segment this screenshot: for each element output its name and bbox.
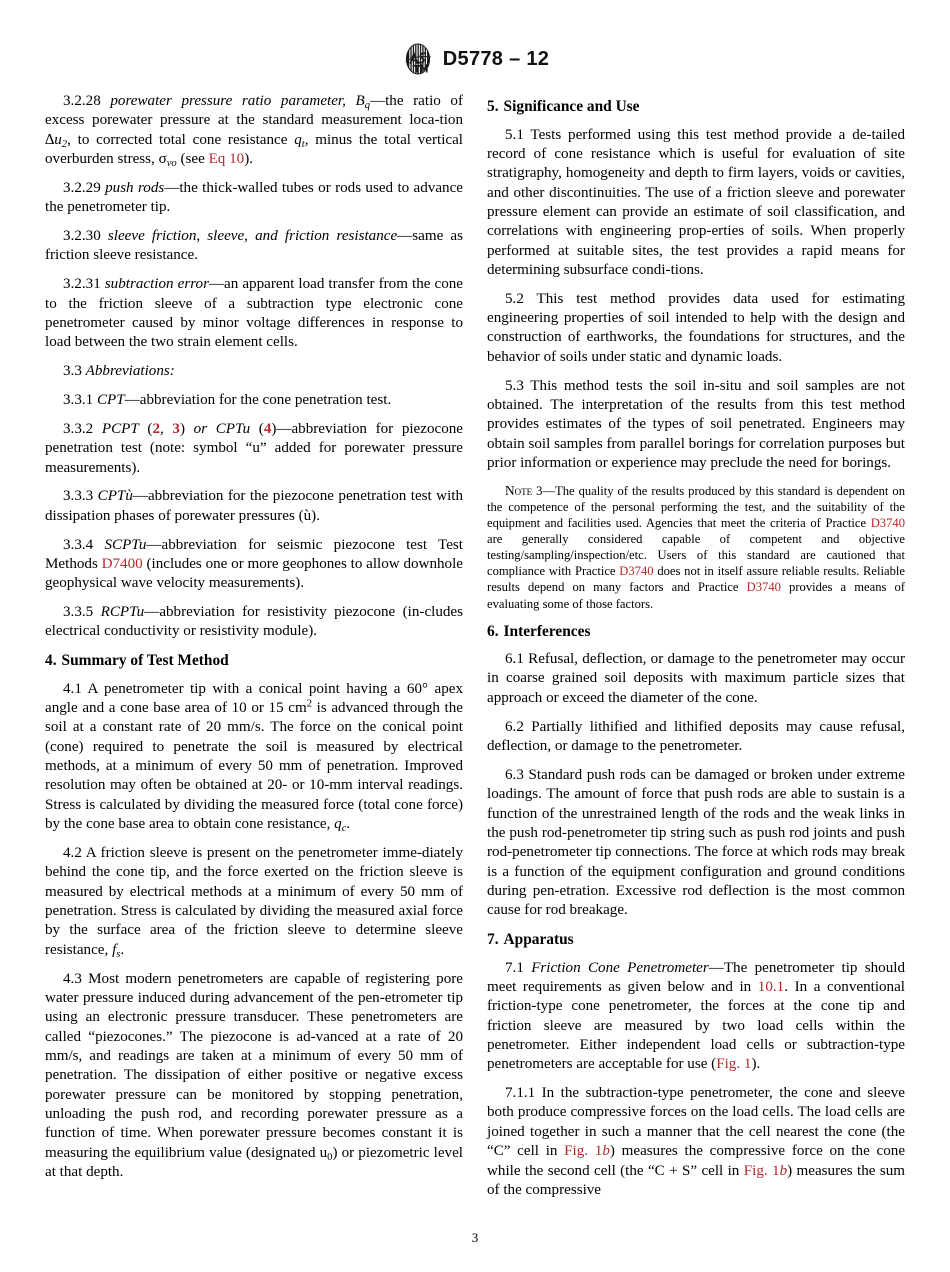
- paragraph-3-2-30: [45, 227, 463, 266]
- paragraph-number: 3.2.28: [63, 93, 101, 109]
- paragraph-text: (includes one or more geophones to allow downhole geophysical wave velocity measurements).: [45, 555, 463, 592]
- defined-term: CPTu: [215, 420, 251, 437]
- defined-term: sleeve friction, sleeve, and friction resistance: [107, 228, 398, 245]
- paragraph-number: 3.3.2: [63, 420, 94, 437]
- cross-reference-3[interactable]: 3: [172, 420, 180, 437]
- note-number: 3: [532, 483, 543, 498]
- paragraph-4-1: [45, 680, 463, 835]
- paragraph-6-2: [487, 718, 905, 757]
- cross-reference-d3740-1[interactable]: D3740: [870, 516, 905, 531]
- section-number: 4.: [45, 652, 57, 670]
- cross-reference-d3740-2[interactable]: D3740: [619, 564, 654, 579]
- paragraph-4-2: [45, 844, 463, 960]
- section-heading-7: [487, 930, 905, 949]
- symbol-sigma: σ: [158, 151, 167, 168]
- paragraph-text: ) or piezometric level at that depth.: [45, 1144, 463, 1180]
- symbol-subscript: c: [341, 823, 347, 835]
- cross-reference-eq-10[interactable]: Eq 10: [208, 151, 245, 168]
- paragraph-number: 7.1.1: [505, 1085, 536, 1102]
- section-title: Interferences: [503, 622, 591, 640]
- section-title: Apparatus: [503, 931, 574, 949]
- paragraph-text: . In a conventional friction-type cone penetrometer, the forces at the cone tip and friction sleeve are measured by two load cells within the penetrometer. Either independent load cells or subtraction-type penetrometers are acceptable for use (: [487, 978, 905, 1073]
- paragraph-3-3-3: [45, 487, 463, 526]
- paragraph-number: 4.2: [63, 845, 82, 861]
- paragraph-text: —The penetrometer tip should meet requirements as given below and in: [487, 959, 905, 995]
- document-standard-id: D5778 – 12: [442, 47, 550, 70]
- symbol-qt: q: [294, 131, 302, 148]
- page-footer: [0, 1230, 950, 1246]
- paragraph-text: ).: [244, 151, 254, 168]
- paragraph-text: Tests performed using this test method provide a de-tailed record of cone resistance which is useful for evaluation of site stratigraphy, homogeneity and depth to firm layers, voids or cavities, and other discontinuities. The use of a friction sleeve and porewater pressure element can provide an estimate of soil classification, and correlations with engineering prop-erties of soils. When properly performed at suitable sites, the test provides a rapid means for determining subsurface condi-tions.: [487, 126, 905, 278]
- paragraph-number: 6.2: [505, 718, 524, 735]
- paragraph-4-3: [45, 970, 463, 1183]
- paragraph-3-2-28: [45, 92, 463, 169]
- astm-logo: [401, 42, 435, 76]
- note-text: —The quality of the results produced by this standard is dependent on the competence of the personal performing the test, and the suitability of the equipment and facilities used. Agencies that meet the criteria of Practice: [487, 483, 905, 531]
- cross-reference-4[interactable]: 4: [263, 420, 272, 437]
- right-column: [487, 92, 905, 1210]
- paragraph-text: ) measures the sum of the compressive: [487, 1162, 906, 1198]
- paragraph-text: (: [138, 420, 153, 437]
- paragraph-text: Partially lithified and lithified deposits may cause refusal, deflection, or damage to the penetrometer.: [487, 718, 905, 754]
- cross-reference-fig-1b-second[interactable]: [744, 1163, 787, 1179]
- paragraph-number: 4.1: [63, 680, 82, 697]
- paragraph-5-1: [487, 126, 905, 281]
- symbol-delta-u: ∆u: [45, 131, 62, 148]
- paragraph-text: Refusal, deflection, or damage to the penetrometer may occur in coarse grained soil deposits with maximum particle sizes that approach or exceed the diameter of the cone.: [487, 651, 905, 706]
- figure-ref-label: Fig. 1: [564, 1143, 603, 1160]
- section-title: Summary of Test Method: [61, 652, 229, 670]
- paragraph-text: This test method provides data used for estimating engineering properties of soil intended to help with the design and construction of earthworks, the foundations for structures, and the behavior of soils under static and dynamic loads.: [487, 290, 905, 365]
- note-text: does not in itself assure reliable results. Reliable results depend on many factors and Practice: [487, 564, 905, 595]
- section-heading-6: [487, 622, 905, 641]
- paragraph-3-3-1: [45, 391, 463, 410]
- paragraph-number: 3.3.4: [63, 536, 94, 553]
- paragraph-number: 4.3: [63, 970, 82, 987]
- note-text: provides a means of evaluating some of those factors.: [487, 580, 905, 611]
- defined-term: subtraction error: [104, 276, 209, 293]
- symbol-fs: f: [112, 941, 117, 958]
- paragraph-3-3: [45, 362, 463, 381]
- symbol-subscript: 0: [327, 1151, 333, 1163]
- cross-reference-fig-1b-first[interactable]: [564, 1143, 610, 1159]
- paragraph-text: .: [120, 941, 125, 958]
- paragraph-number: 5.1: [505, 126, 524, 143]
- paragraph-text: —the thick-walled tubes or rods used to advance the penetrometer tip.: [45, 179, 463, 216]
- paragraph-number: 3.2.29: [63, 179, 101, 196]
- paragraph-text: ,: [159, 420, 173, 437]
- paragraph-3-2-31: [45, 275, 463, 352]
- section-number: 6.: [487, 622, 499, 640]
- defined-term: push rods: [105, 179, 165, 196]
- section-heading-5: [487, 97, 905, 116]
- figure-ref-suffix: b: [602, 1143, 610, 1160]
- page-header: [0, 42, 950, 76]
- symbol-subscript: vo: [166, 157, 177, 169]
- symbol-subscript: s: [116, 948, 121, 960]
- defined-term: Friction Cone Penetrometer: [531, 959, 709, 976]
- paragraph-5-3: [487, 377, 905, 474]
- paragraph-3-3-5: [45, 603, 463, 642]
- note-text: are generally considered capable of competent and objective testing/sampling/inspection/etc. Users of this standard are cautioned that compliance with Practice: [487, 532, 905, 579]
- paragraph-number: 3.3.1: [63, 391, 94, 408]
- paragraph-text: Most modern penetrometers are capable of registering pore water pressure induced during advancement of the pen-etrometer tip using an electronic pressure transducer. These penetrometers are called “piezocones.” The piezocone is ad-vanced at a rate of 20 mm/s, and readings are taken at a minimum of every 50 mm of penetration. The dissipation of either positive or negative excess porewater pressure can be monitored by stopping penetration, unloading the push rod, and recording porewater pressure as a function of time. When porewater pressure becomes constant it is measuring the equilibrium value (designated u: [45, 970, 463, 1161]
- section-number: 5.: [487, 98, 499, 115]
- section-title: Significance and Use: [503, 98, 640, 115]
- paragraph-text: Standard push rods can be damaged or broken under extreme loadings. The amount of force that push rods are able to sustain is a function of the unrestrained length of the rods and the weak links in the push rod-penetrometer tip string such as push rod joints and push rod-penetrometer tip connections. The force at which rods may break is a function of the equipment configuration and ground conditions during pen-etration. Excessive rod deflection is the most common cause for rod breakage.: [487, 766, 905, 919]
- term-subscript: q: [364, 99, 370, 111]
- note-3: [487, 483, 905, 612]
- paragraph-text: This method tests the soil in-situ and soil samples are not obtained. The interpretation of the results from this test method provides estimates of the types of soil penetrated. Engineers may obtain soil samples from parallel borings for correlation purposes but prior information or experience may preclude the need for borings.: [487, 377, 905, 471]
- superscript-2: 2: [306, 698, 313, 710]
- paragraph-text: —abbreviation for the cone penetration test.: [124, 391, 392, 408]
- paragraph-7-1-1: [487, 1084, 905, 1200]
- paragraph-text: —the ratio of excess porewater pressure at the standard measurement loca-tion: [45, 93, 463, 129]
- paragraph-text: A friction sleeve is present on the penetrometer imme-diately behind the cone tip, and the force exerted on the friction sleeve is measured by electrical methods at a minimum of every 50 mm of penetration. Stress is calculated by dividing the measured axial force by the surface area of the friction sleeve to determine sleeve resistance,: [45, 845, 463, 958]
- cross-reference-d7400[interactable]: D7400: [101, 555, 143, 572]
- two-column-body: [45, 92, 905, 1210]
- conjunction-or: or: [193, 420, 216, 437]
- page-number: 3: [471, 1230, 479, 1245]
- paragraph-7-1: [487, 959, 905, 1075]
- paragraph-text: (see: [176, 151, 209, 168]
- paragraph-text: ).: [751, 1056, 761, 1073]
- figure-ref-label: Fig. 1: [743, 1162, 780, 1179]
- defined-term: SCPTu: [104, 536, 147, 553]
- paragraph-number: 7.1: [505, 959, 524, 976]
- note-label: Note: [505, 482, 533, 498]
- paragraph-3-3-4: [45, 536, 463, 594]
- paragraph-5-2: [487, 290, 905, 367]
- defined-term: porewater pressure ratio parameter, B: [110, 93, 365, 109]
- paragraph-text: —abbreviation for seismic piezocone test Test Methods: [45, 536, 463, 572]
- paragraph-6-1: [487, 650, 905, 708]
- symbol-qc: q: [334, 816, 342, 833]
- paragraph-text: —abbreviation for the piezocone penetration test with dissipation phases of porewater pressures (ù).: [45, 488, 463, 524]
- subsection-title: Abbreviations:: [85, 363, 175, 380]
- defined-term: PCPT: [101, 420, 139, 437]
- paragraph-text: , to corrected total cone resistance: [67, 131, 295, 148]
- paragraph-number: 3.3.5: [63, 604, 94, 621]
- paragraph-number: 5.3: [505, 377, 524, 394]
- paragraph-text: ): [179, 420, 194, 437]
- cross-reference-2[interactable]: 2: [152, 420, 160, 437]
- paragraph-3-2-29: [45, 179, 463, 218]
- symbol-subscript: t: [301, 138, 305, 150]
- paragraph-text: (: [250, 420, 264, 437]
- paragraph-text: A penetrometer tip with a conical point having a 60° apex angle and a cone base area of 10 or 15 cm: [45, 680, 463, 717]
- section-heading-4: [45, 651, 463, 670]
- paragraph-text: —an apparent load transfer from the cone to the friction sleeve of a subtraction type electronic cone penetrometer caused by minor voltage differences in response to load between the two strain element cells.: [45, 276, 464, 351]
- paragraph-number: 3.2.31: [63, 276, 101, 293]
- defined-term: CPTù: [97, 488, 133, 505]
- cross-reference-fig-1[interactable]: Fig. 1: [716, 1056, 752, 1073]
- paragraph-6-3: [487, 766, 905, 921]
- paragraph-number: 5.2: [505, 290, 524, 307]
- paragraph-number: 6.1: [505, 651, 524, 668]
- paragraph-number: 3.3: [63, 363, 82, 380]
- paragraph-text: is advanced through the soil at a constant rate of 20 mm/s. The force on the conical point (cone) required to penetrate the soil is measured by electrical methods, at a minimum of every 50 mm of penetration. Improved resolution may often be obtained at 20- or 10-mm interval readings. Stress is calculated by dividing the measured force (total cone force) by the cone base area to obtain cone resistance,: [45, 700, 463, 833]
- defined-term: CPT: [96, 391, 125, 408]
- paragraph-text: ): [271, 420, 277, 437]
- cross-reference-10-1[interactable]: 10.1: [757, 978, 785, 995]
- left-column: [45, 92, 463, 1210]
- cross-reference-d3740-3[interactable]: D3740: [746, 580, 781, 595]
- paragraph-text: .: [346, 816, 351, 833]
- paragraph-text: —abbreviation for resistivity piezocone (in-cludes electrical conductivity or resistivity module).: [45, 604, 463, 640]
- paragraph-number: 3.3.3: [63, 488, 94, 505]
- defined-term: RCPTu: [100, 604, 145, 621]
- section-number: 7.: [487, 931, 499, 949]
- paragraph-number: 3.2.30: [63, 228, 101, 245]
- paragraph-text: , minus the total vertical overburden stress,: [45, 131, 463, 168]
- paragraph-text: In the subtraction-type penetrometer, the cone and sleeve both produce compressive forces on the load cells. The load cells are joined together in such a manner that the cell nearest the cone (the “C” cell in: [487, 1085, 905, 1160]
- figure-ref-suffix: b: [779, 1162, 788, 1179]
- symbol-subscript: 2: [61, 138, 68, 150]
- paragraph-number: 6.3: [505, 766, 524, 783]
- paragraph-text: —same as friction sleeve resistance.: [45, 228, 463, 264]
- paragraph-text: ) measures the compressive force on the cone while the second cell (the “C + S” cell in: [487, 1143, 906, 1179]
- paragraph-text: —abbreviation for piezocone penetration test (note: symbol “u” added for porewater pressure measurements).: [45, 420, 463, 476]
- paragraph-3-3-2: [45, 420, 463, 478]
